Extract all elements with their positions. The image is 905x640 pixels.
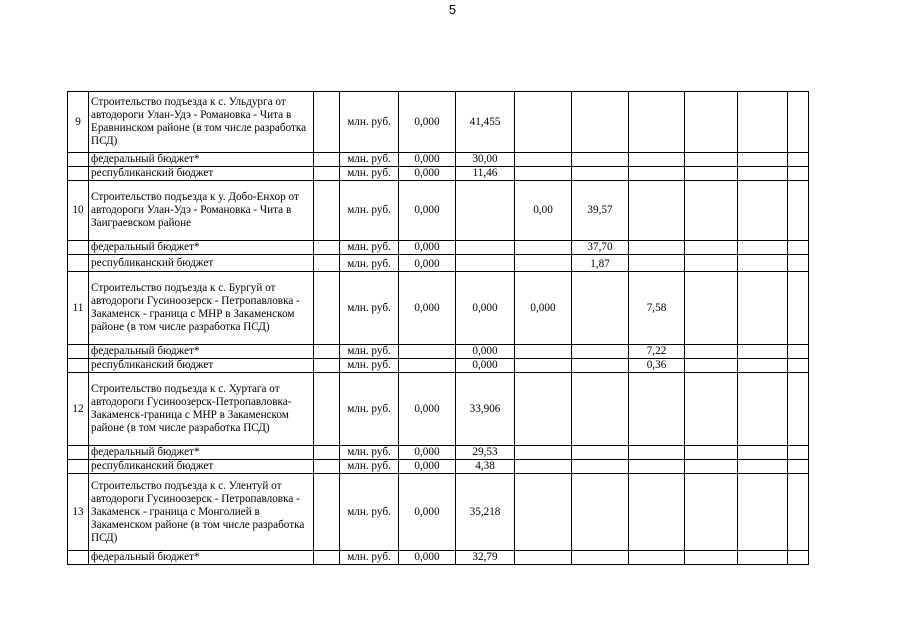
value-cell <box>685 241 738 255</box>
value-cell <box>685 272 738 345</box>
value-cell <box>515 460 572 474</box>
empty-cell <box>314 373 340 446</box>
value-cell <box>738 92 788 153</box>
row-number: 9 <box>68 92 89 153</box>
value-cell <box>572 551 629 565</box>
value-cell <box>399 359 456 373</box>
value-cell <box>788 446 809 460</box>
value-cell <box>572 345 629 359</box>
budget-source-label: федеральный бюджет* <box>89 153 314 167</box>
value-cell: 4,38 <box>456 460 515 474</box>
value-cell <box>515 167 572 181</box>
row-number <box>68 345 89 359</box>
value-cell: 0,000 <box>399 272 456 345</box>
table-row <box>68 373 809 446</box>
row-number <box>68 446 89 460</box>
value-cell: 0,000 <box>399 474 456 551</box>
empty-cell <box>314 345 340 359</box>
value-cell <box>572 359 629 373</box>
value-cell: 0,000 <box>399 373 456 446</box>
value-cell <box>738 345 788 359</box>
budget-source-label: федеральный бюджет* <box>89 551 314 565</box>
value-cell <box>629 167 685 181</box>
value-cell <box>515 446 572 460</box>
value-cell <box>788 272 809 345</box>
table-row <box>68 181 809 241</box>
value-cell: 1,87 <box>572 255 629 272</box>
value-cell <box>572 373 629 446</box>
value-cell: 33,906 <box>456 373 515 446</box>
unit-cell: млн. руб. <box>340 551 399 565</box>
row-number: 10 <box>68 181 89 241</box>
value-cell <box>515 345 572 359</box>
value-cell <box>629 255 685 272</box>
unit-cell: млн. руб. <box>340 255 399 272</box>
value-cell <box>738 359 788 373</box>
empty-cell <box>314 167 340 181</box>
unit-cell: млн. руб. <box>340 345 399 359</box>
empty-cell <box>314 241 340 255</box>
empty-cell <box>314 446 340 460</box>
value-cell: 0,000 <box>399 167 456 181</box>
page-number: 5 <box>448 2 457 17</box>
value-cell <box>788 474 809 551</box>
value-cell <box>629 181 685 241</box>
value-cell: 35,218 <box>456 474 515 551</box>
value-cell <box>629 241 685 255</box>
value-cell <box>572 153 629 167</box>
value-cell <box>738 551 788 565</box>
budget-source-label: федеральный бюджет* <box>89 345 314 359</box>
value-cell <box>788 167 809 181</box>
row-number <box>68 551 89 565</box>
value-cell <box>788 255 809 272</box>
value-cell: 0,000 <box>399 255 456 272</box>
unit-cell: млн. руб. <box>340 474 399 551</box>
budget-table <box>67 91 809 565</box>
value-cell <box>788 345 809 359</box>
value-cell <box>629 474 685 551</box>
value-cell: 0,36 <box>629 359 685 373</box>
row-number <box>68 255 89 272</box>
value-cell <box>629 446 685 460</box>
empty-cell <box>314 460 340 474</box>
table-row <box>68 255 809 272</box>
budget-source-label: федеральный бюджет* <box>89 241 314 255</box>
budget-source-label: республиканский бюджет <box>89 359 314 373</box>
project-name: Строительство подъезда к с. Бургуй от автодороги Гусиноозерск - Петропавловка - Закаменск - граница с МНР в Закаменском районе (в том числе разработка ПСД) <box>89 272 314 345</box>
value-cell <box>788 92 809 153</box>
value-cell: 0,000 <box>456 345 515 359</box>
value-cell: 7,58 <box>629 272 685 345</box>
value-cell <box>456 255 515 272</box>
value-cell: 0,000 <box>456 359 515 373</box>
value-cell <box>738 181 788 241</box>
value-cell: 0,000 <box>399 460 456 474</box>
value-cell <box>572 446 629 460</box>
unit-cell: млн. руб. <box>340 272 399 345</box>
table-row <box>68 153 809 167</box>
value-cell: 30,00 <box>456 153 515 167</box>
empty-cell <box>314 551 340 565</box>
value-cell: 0,000 <box>399 551 456 565</box>
value-cell <box>515 359 572 373</box>
value-cell <box>629 92 685 153</box>
value-cell <box>738 272 788 345</box>
budget-source-label: республиканский бюджет <box>89 460 314 474</box>
unit-cell: млн. руб. <box>340 359 399 373</box>
unit-cell: млн. руб. <box>340 167 399 181</box>
value-cell <box>572 460 629 474</box>
row-number <box>68 167 89 181</box>
value-cell <box>685 345 738 359</box>
empty-cell <box>314 255 340 272</box>
row-number <box>68 460 89 474</box>
value-cell <box>572 474 629 551</box>
unit-cell: млн. руб. <box>340 446 399 460</box>
value-cell <box>788 241 809 255</box>
project-name: Строительство подъезда к у. Добо-Енхор от автодороги Улан-Удэ - Романовка - Чита в Заиграевском районе <box>89 181 314 241</box>
value-cell <box>738 474 788 551</box>
value-cell <box>685 167 738 181</box>
value-cell: 32,79 <box>456 551 515 565</box>
value-cell <box>515 373 572 446</box>
empty-cell <box>314 474 340 551</box>
value-cell <box>629 373 685 446</box>
value-cell <box>685 153 738 167</box>
project-name: Строительство подъезда к с. Ульдурга от автодороги Улан-Удэ - Романовка - Чита в Еравнинском районе (в том числе разработка ПСД) <box>89 92 314 153</box>
value-cell: 41,455 <box>456 92 515 153</box>
empty-cell <box>314 359 340 373</box>
value-cell: 11,46 <box>456 167 515 181</box>
value-cell <box>572 92 629 153</box>
table-row <box>68 345 809 359</box>
value-cell <box>515 153 572 167</box>
unit-cell: млн. руб. <box>340 241 399 255</box>
empty-cell <box>314 92 340 153</box>
value-cell <box>738 241 788 255</box>
unit-cell: млн. руб. <box>340 92 399 153</box>
value-cell <box>399 345 456 359</box>
table-row <box>68 551 809 565</box>
value-cell <box>629 153 685 167</box>
value-cell <box>738 373 788 446</box>
value-cell <box>515 551 572 565</box>
value-cell <box>456 181 515 241</box>
budget-source-label: федеральный бюджет* <box>89 446 314 460</box>
value-cell <box>788 373 809 446</box>
table-row <box>68 460 809 474</box>
row-number: 11 <box>68 272 89 345</box>
value-cell <box>685 181 738 241</box>
value-cell: 0,000 <box>399 181 456 241</box>
value-cell <box>572 167 629 181</box>
row-number <box>68 153 89 167</box>
value-cell <box>685 359 738 373</box>
table-row <box>68 446 809 460</box>
empty-cell <box>314 181 340 241</box>
value-cell: 0,000 <box>456 272 515 345</box>
value-cell <box>685 551 738 565</box>
value-cell: 0,000 <box>399 92 456 153</box>
table-row <box>68 359 809 373</box>
value-cell <box>788 460 809 474</box>
table-row <box>68 474 809 551</box>
value-cell <box>738 153 788 167</box>
value-cell <box>515 92 572 153</box>
value-cell <box>738 255 788 272</box>
value-cell: 0,00 <box>515 181 572 241</box>
value-cell <box>788 551 809 565</box>
value-cell <box>515 255 572 272</box>
table-row <box>68 241 809 255</box>
budget-source-label: республиканский бюджет <box>89 167 314 181</box>
value-cell <box>629 551 685 565</box>
value-cell: 0,000 <box>515 272 572 345</box>
project-name: Строительство подъезда к с. Улентуй от автодороги Гусиноозерск - Петропавловка - Закаменск - граница с Монголией в Закаменском районе (в том числе разработка ПСД) <box>89 474 314 551</box>
unit-cell: млн. руб. <box>340 460 399 474</box>
value-cell <box>515 241 572 255</box>
value-cell <box>515 474 572 551</box>
value-cell <box>685 474 738 551</box>
unit-cell: млн. руб. <box>340 181 399 241</box>
row-number: 13 <box>68 474 89 551</box>
value-cell <box>738 167 788 181</box>
value-cell <box>685 92 738 153</box>
project-name: Строительство подъезда к с. Хуртага от автодороги Гусиноозерск-Петропавловка-Закаменск-граница с МНР в Закаменском районе (в том числе разработка ПСД) <box>89 373 314 446</box>
value-cell: 0,000 <box>399 153 456 167</box>
value-cell <box>738 446 788 460</box>
value-cell: 37,70 <box>572 241 629 255</box>
unit-cell: млн. руб. <box>340 373 399 446</box>
value-cell <box>685 255 738 272</box>
row-number: 12 <box>68 373 89 446</box>
unit-cell: млн. руб. <box>340 153 399 167</box>
empty-cell <box>314 272 340 345</box>
row-number <box>68 359 89 373</box>
value-cell <box>456 241 515 255</box>
value-cell: 29,53 <box>456 446 515 460</box>
budget-source-label: республиканский бюджет <box>89 255 314 272</box>
value-cell: 0,000 <box>399 446 456 460</box>
value-cell <box>788 153 809 167</box>
value-cell <box>685 446 738 460</box>
empty-cell <box>314 153 340 167</box>
value-cell: 7,22 <box>629 345 685 359</box>
value-cell <box>685 460 738 474</box>
table-row <box>68 167 809 181</box>
value-cell <box>685 373 738 446</box>
table-row <box>68 92 809 153</box>
value-cell <box>788 359 809 373</box>
value-cell <box>738 460 788 474</box>
table-row <box>68 272 809 345</box>
value-cell: 39,57 <box>572 181 629 241</box>
value-cell: 0,000 <box>399 241 456 255</box>
value-cell <box>572 272 629 345</box>
row-number <box>68 241 89 255</box>
value-cell <box>629 460 685 474</box>
value-cell <box>788 181 809 241</box>
